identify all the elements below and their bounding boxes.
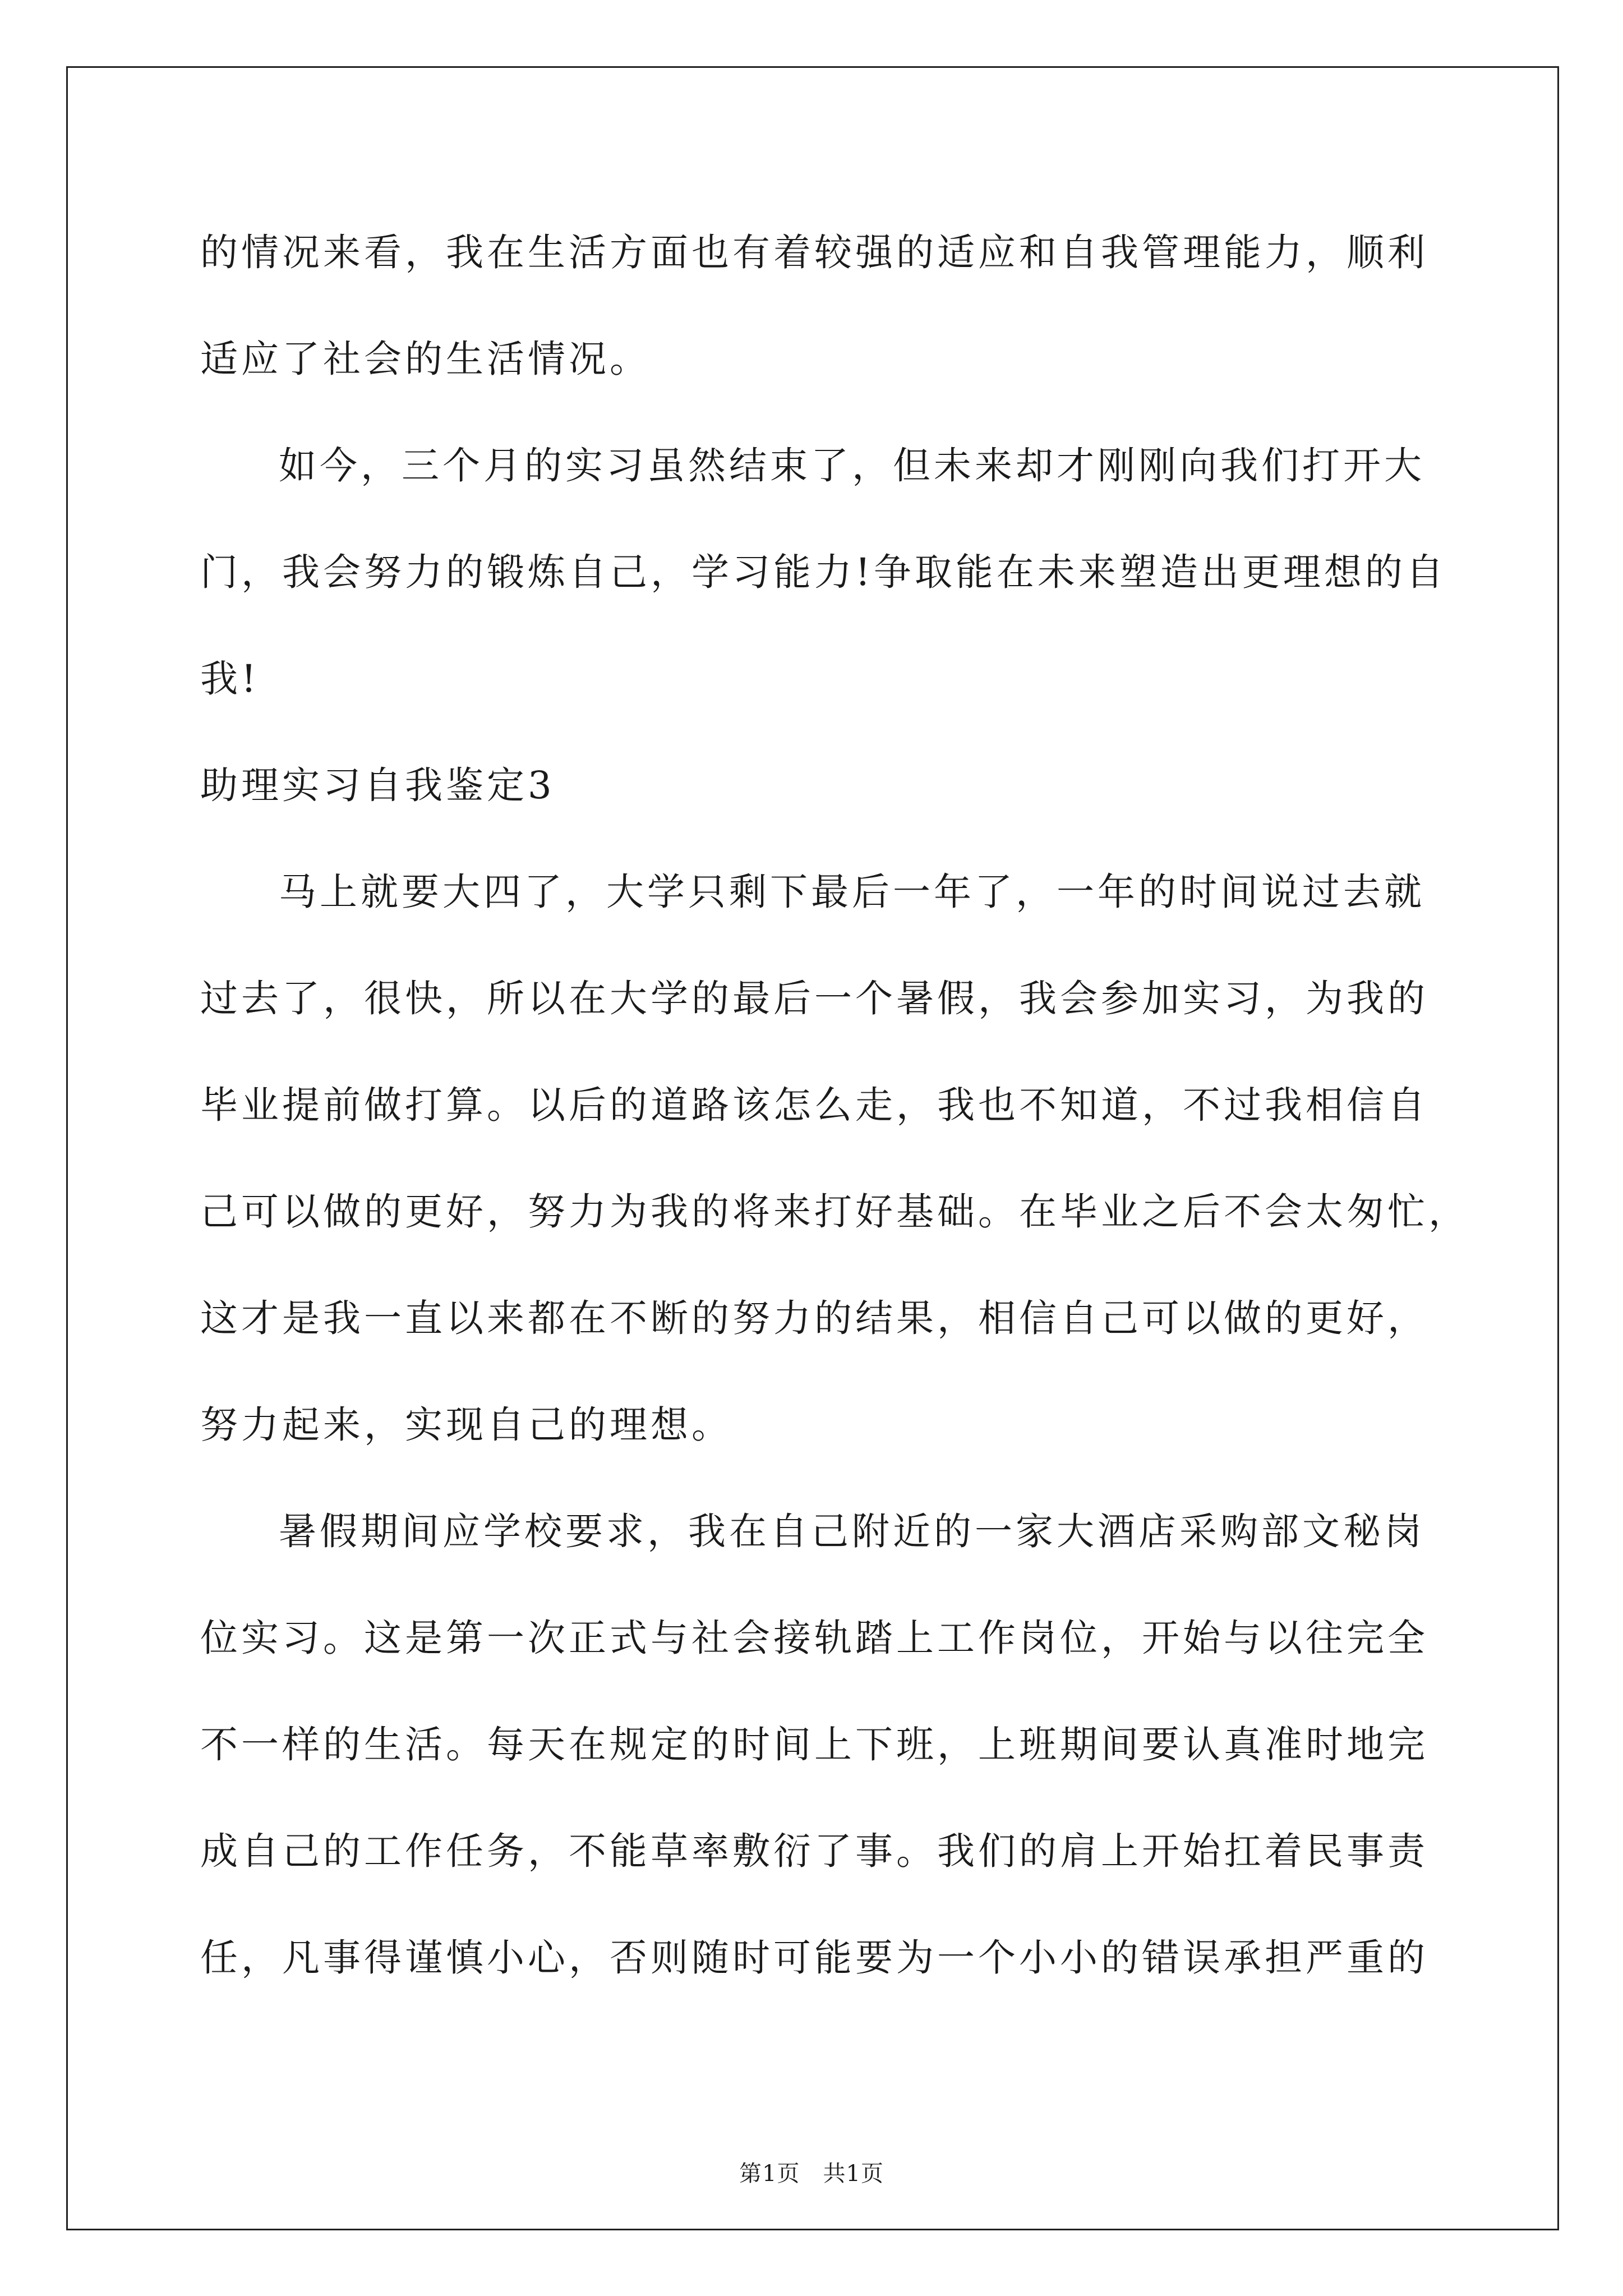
paragraph-first-line: 马上就要大四了，大学只剩下最后一年了，一年的时间说过去就: [279, 870, 1425, 914]
text-line: 成自己的工作任务，不能草率敷衍了事。我们的肩上开始扛着民事责: [200, 1829, 1428, 1873]
text-line: 努力起来，实现自己的理想。: [200, 1403, 732, 1447]
text-line: 过去了，很快，所以在大学的最后一个暑假，我会参加实习，为我的: [200, 977, 1428, 1020]
section-heading: 助理实习自我鉴定3: [200, 763, 555, 807]
page-border: [66, 66, 1559, 2230]
text-line: 这才是我一直以来都在不断的努力的结果，相信自己可以做的更好，: [200, 1296, 1428, 1340]
text-line: 毕业提前做打算。以后的道路该怎么走，我也不知道，不过我相信自: [200, 1083, 1428, 1127]
paragraph-first-line: 如今，三个月的实习虽然结束了，但未来却才刚刚向我们打开大: [279, 444, 1425, 487]
text-line: 不一样的生活。每天在规定的时间上下班，上班期间要认真准时地完: [200, 1723, 1428, 1766]
text-line: 适应了社会的生活情况。: [200, 337, 651, 381]
text-line: 任，凡事得谨慎小心，否则随时可能要为一个小小的错误承担严重的: [200, 1936, 1428, 1980]
text-line: 的情况来看，我在生活方面也有着较强的适应和自我管理能力，顺利: [200, 231, 1428, 274]
text-line: 己可以做的更好，努力为我的将来打好基础。在毕业之后不会太匆忙，: [200, 1190, 1469, 1234]
text-line: 我!: [200, 657, 260, 701]
page-number-footer: 第1页 共1页: [739, 2161, 884, 2187]
text-line: 位实习。这是第一次正式与社会接轨踏上工作岗位，开始与以往完全: [200, 1616, 1428, 1660]
text-line: 门，我会努力的锻炼自己，学习能力!争取能在未来塑造出更理想的自: [200, 550, 1447, 594]
paragraph-first-line: 暑假期间应学校要求，我在自己附近的一家大酒店采购部文秘岗: [279, 1510, 1425, 1553]
